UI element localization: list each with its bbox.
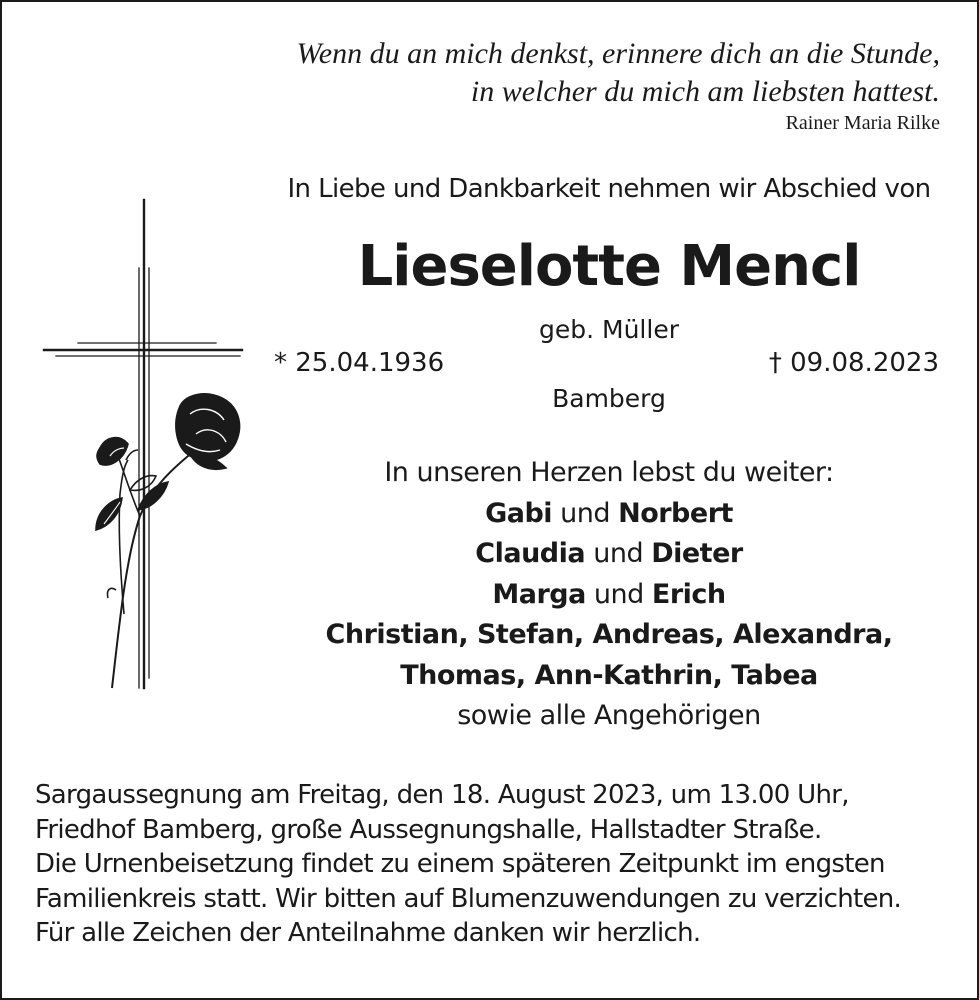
funeral-details (35, 778, 901, 951)
quote-author: Rainer Maria Rilke (785, 112, 940, 134)
mourner-joiner: und (593, 578, 644, 610)
memorial-quote (297, 35, 940, 111)
mourners-list (272, 453, 946, 737)
mourner-name: Gabi (485, 497, 553, 529)
grandchildren-line (272, 656, 946, 697)
hometown: Bamberg (552, 384, 666, 413)
grandchildren-names: Christian, Stefan, Andreas, Alexandra, (325, 619, 893, 650)
funeral-details-line: Die Urnenbeisetzung findet zu einem späteren Zeitpunkt im engsten (35, 849, 885, 879)
mourner-couple (272, 494, 946, 535)
quote-line: Wenn du an mich denkst, erinnere dich an die Stunde, (296, 37, 940, 70)
birth-date: * 25.04.1936 (274, 348, 445, 378)
grandchildren-line (272, 615, 946, 656)
funeral-details-line: Sargaussegnung am Freitag, den 18. August 2023, um 13.00 Uhr, (35, 780, 849, 810)
mourner-name: Marga (492, 578, 586, 610)
mourner-name: Erich (651, 578, 726, 610)
mourner-joiner: und (593, 538, 644, 569)
funeral-details-line: Familienkreis statt. Wir bitten auf Blumenzuwendungen zu verzichten. (35, 883, 902, 914)
maiden-name: geb. Müller (539, 315, 679, 344)
mourner-couple (272, 534, 946, 575)
deceased-name: Lieselotte Mencl (357, 234, 861, 299)
funeral-details-line: Für alle Zeichen der Anteilnahme danken wir herzlich. (35, 918, 701, 948)
memorial-artwork (40, 198, 246, 690)
mourners-heading: In unseren Herzen lebst du weiter: (384, 457, 834, 488)
death-date: † 09.08.2023 (768, 348, 939, 378)
farewell-intro: In Liebe und Dankbarkeit nehmen wir Abschied von (287, 174, 931, 204)
grandchildren-names: Thomas, Ann-Kathrin, Tabea (400, 659, 818, 691)
mourner-name: Norbert (618, 497, 733, 529)
quote-line: in welcher du mich am liebsten hattest. (470, 75, 940, 108)
rose-icon (96, 394, 240, 688)
mourner-name: Dieter (651, 538, 743, 569)
mourner-couple (272, 575, 946, 616)
mourner-joiner: und (560, 497, 610, 529)
funeral-details-line: Friedhof Bamberg, große Aussegnungshalle, Hallstadter Straße. (35, 814, 822, 845)
mourner-name: Claudia (475, 538, 586, 569)
mourners-closing: sowie alle Angehörigen (457, 700, 761, 731)
